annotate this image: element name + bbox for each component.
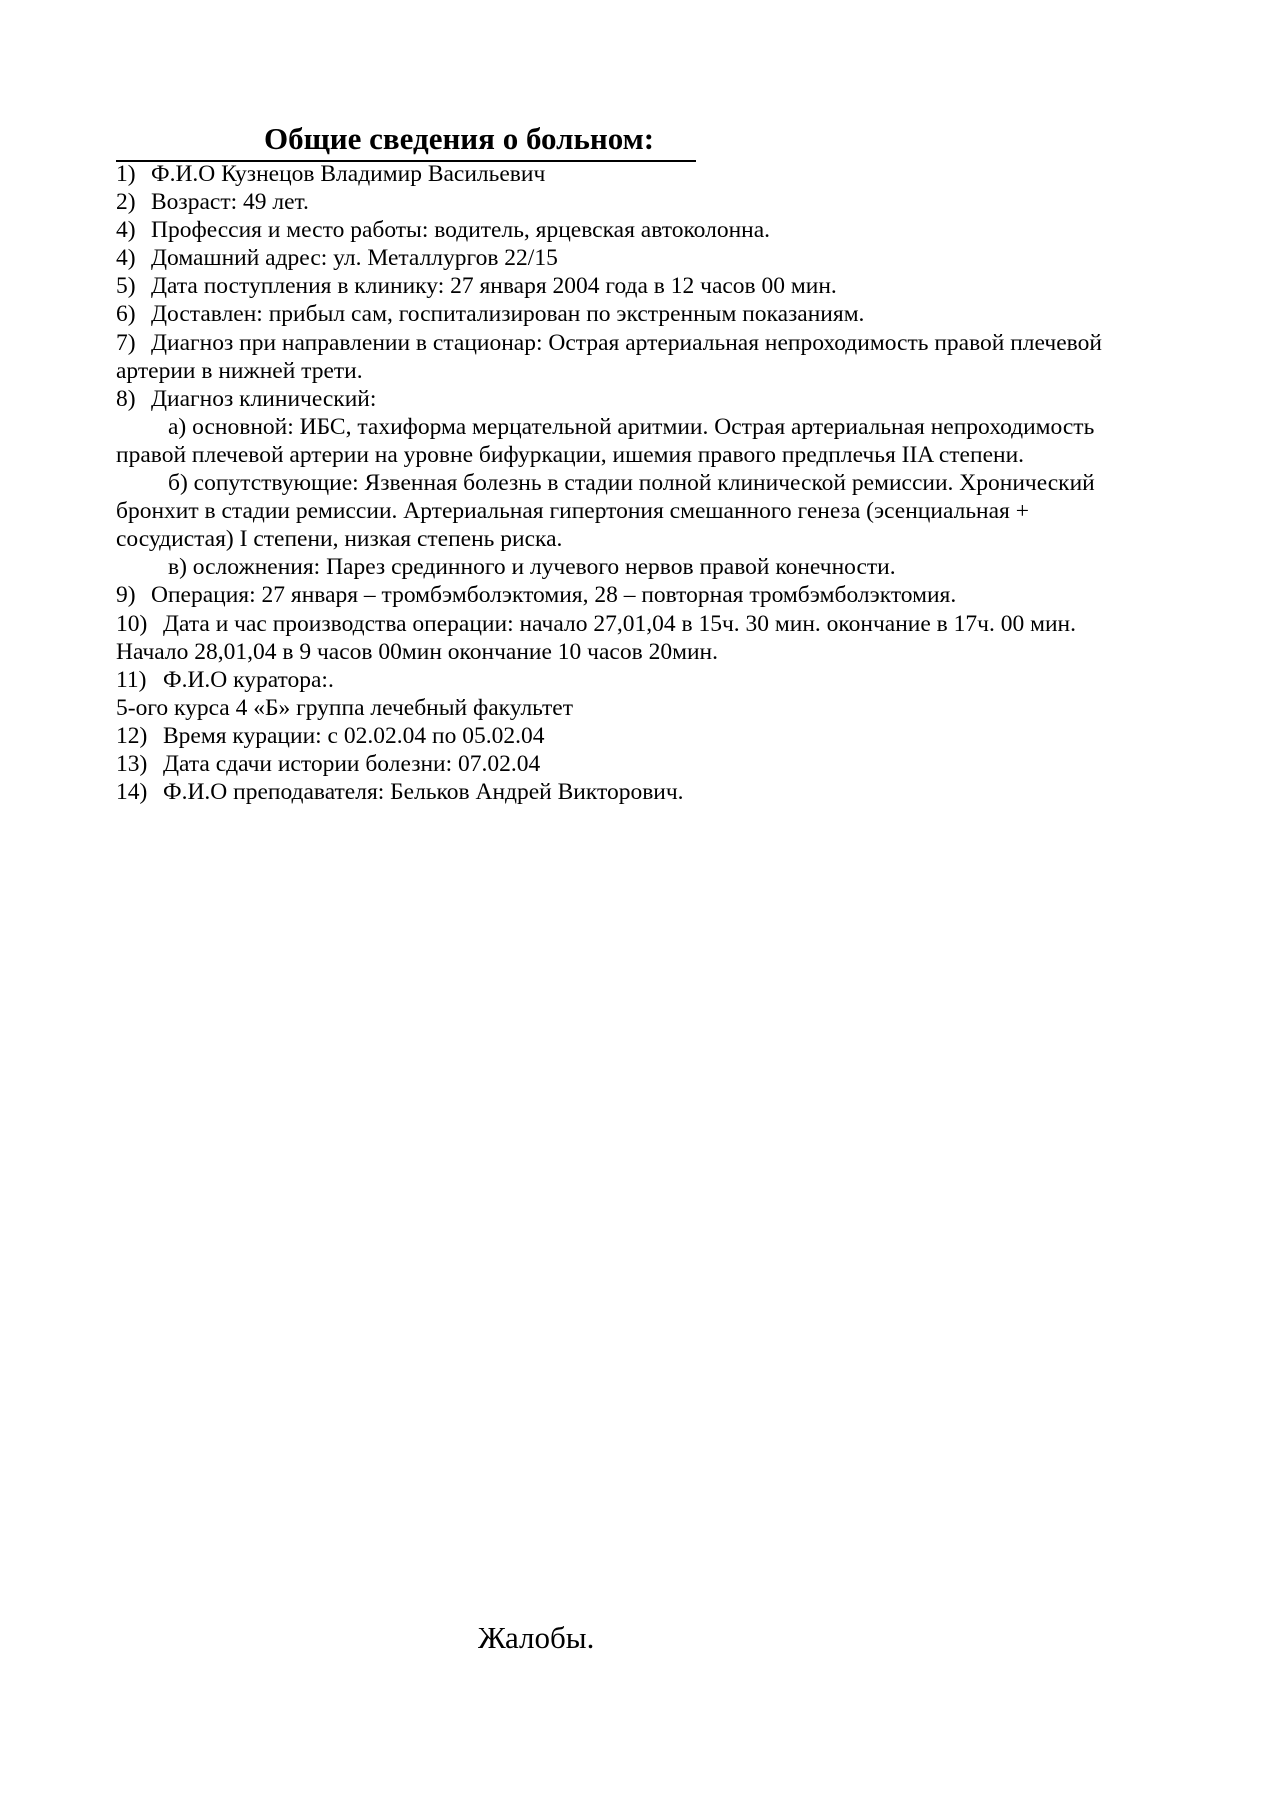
info-item-address: 4) Домашний адрес: ул. Металлургов 22/15: [116, 245, 558, 272]
info-item-referral-diagnosis: 7) Диагноз при направлении в стационар: Острая артериальная непроходимость правой плечевой: [116, 329, 1102, 356]
info-item-submission-date: 13) Дата сдачи истории болезни: 07.02.04: [116, 750, 541, 777]
complaints-heading: Жалобы.: [478, 1620, 595, 1655]
diagnosis-main-line2: правой плечевой артерии на уровне бифуркации, ишемия правого предплечья IIA степени.: [116, 441, 1025, 468]
info-item-operation-time: 10) Дата и час производства операции: начало 27,01,04 в 15ч. 30 мин. окончание в 17ч. 00 мин.: [116, 610, 1076, 637]
document-title: Общие сведения о больном:: [264, 121, 655, 156]
diagnosis-concomitant-line3: сосудистая) I степени, низкая степень риска.: [116, 526, 563, 553]
info-item-admission-date: 5) Дата поступления в клинику: 27 января 2004 года в 12 часов 00 мин.: [116, 273, 837, 300]
info-item-profession: 4) Профессия и место работы: водитель, ярцевская автоколонна.: [116, 217, 771, 244]
info-item-curator: 11) Ф.И.О куратора:.: [116, 666, 334, 693]
info-item-teacher: 14) Ф.И.О преподавателя: Бельков Андрей Викторович.: [116, 779, 684, 806]
info-item-operation: 9) Операция: 27 января – тромбэмболэктомия, 28 – повторная тромбэмболэктомия.: [116, 582, 957, 609]
info-item-curator-cont: 5-ого курса 4 «Б» группа лечебный факультет: [116, 694, 573, 721]
diagnosis-main-line1: а) основной: ИБС, тахиформа мерцательной аритмии. Острая артериальная непроходимость: [168, 413, 1095, 440]
diagnosis-complications: в) осложнения: Парез срединного и лучевого нервов правой конечности.: [168, 554, 896, 581]
info-item-referral-diagnosis-cont: артерии в нижней трети.: [116, 357, 363, 384]
patient-info-body: [116, 160, 1206, 806]
info-item-curation-period: 12) Время курации: с 02.02.04 по 05.02.04: [116, 722, 545, 749]
info-item-age: 2) Возраст: 49 лет.: [116, 189, 309, 216]
info-item-clinical-diagnosis: 8) Диагноз клинический:: [116, 385, 377, 412]
info-item-fio: 1) Ф.И.О Кузнецов Владимир Васильевич: [116, 161, 546, 187]
info-item-operation-time-cont: Начало 28,01,04 в 9 часов 00мин окончание 10 часов 20мин.: [116, 638, 718, 665]
diagnosis-concomitant-line2: бронхит в стадии ремиссии. Артериальная гипертония смешанного генеза (эсенциальная +: [116, 498, 1029, 525]
diagnosis-concomitant-line1: б) сопутствующие: Язвенная болезнь в стадии полной клинической ремиссии. Хронический: [168, 470, 1095, 497]
info-item-delivered: 6) Доставлен: прибыл сам, госпитализирован по экстренным показаниям.: [116, 301, 865, 328]
